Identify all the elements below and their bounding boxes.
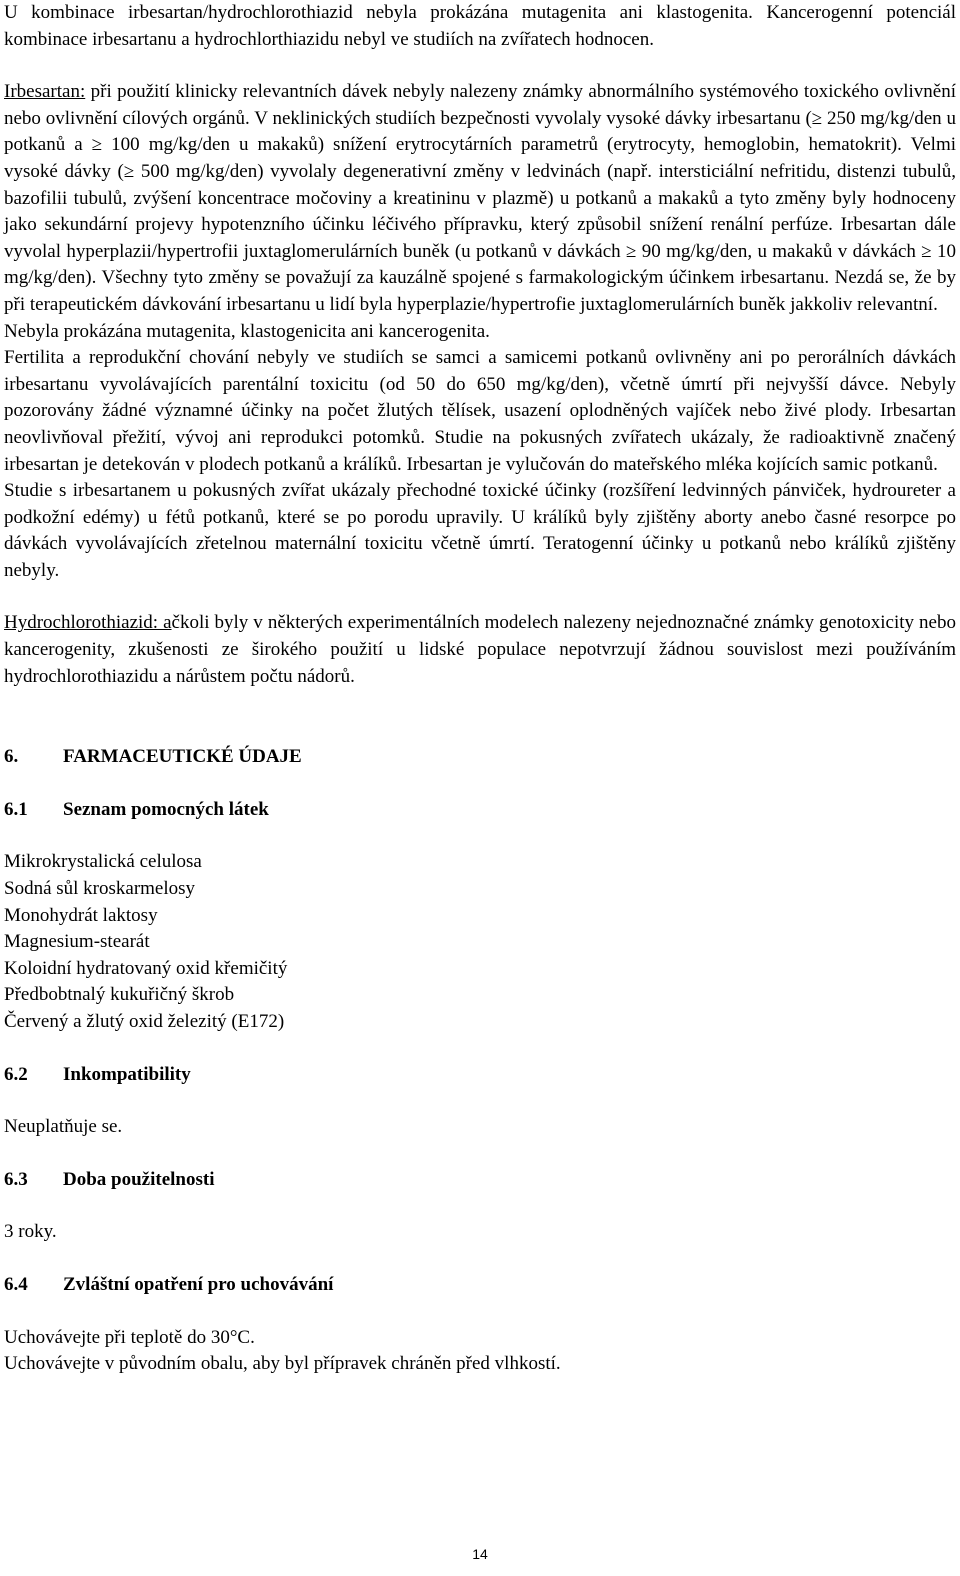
document-page <box>4 0 956 1378</box>
excipient-item: Sodná sůl kroskarmelosy <box>4 878 196 900</box>
spacer <box>4 1036 956 1062</box>
excipient-item: Červený a žlutý oxid železitý (E172) <box>4 1011 285 1032</box>
irbesartan-mutagenicity-paragraph: Nebyla prokázána mutagenita, klastogenicita ani kancerogenita. <box>4 320 490 342</box>
excipient-item: Magnesium-stearát <box>4 931 150 953</box>
section-6-1-heading <box>4 797 956 824</box>
irbesartan-paragraph <box>4 79 956 318</box>
section-number: 6.1 <box>4 798 28 820</box>
spacer <box>4 690 956 744</box>
storage-line: Uchovávejte při teplotě do 30°C. <box>4 1326 255 1348</box>
hydrochlorothiazid-label: Hydrochlorothiazid: a <box>4 612 172 634</box>
section-title: FARMACEUTICKÉ ÚDAJE <box>63 746 302 768</box>
spacer <box>4 1141 956 1167</box>
excipient-item: Mikrokrystalická celulosa <box>4 851 202 873</box>
hydrochlorothiazid-paragraph <box>4 610 956 690</box>
irbesartan-text: při použití klinicky relevantních dávek nebyly nalezeny známky abnormálního systémového toxického ovlivnění nebo ovlivnění cílových orgánů. V neklinických studiích bezpečnosti vyvolaly vysoké dávky irbesartanu (≥ 250 mg/kg/den u potkanů a ≥ 100 mg/kg/den u makaků) snížení erytrocytárních parametrů (erytrocyty, hemoglobin, hematokrit). Velmi vysoké dávky (≥ 500 mg/kg/den) vyvolaly degenerativní změny v ledvinách (např. intersticiální nefritidu, distenzi tubulů, bazofilii tubulů, zvýšení koncentrace močoviny a kreatininu v plazmě) u potkanů a makaků a tyto změny byly hodnoceny jako sekundární projevy hypotenzního účinku léčivého přípravku, který způsobil snížení renální perfúze. Irbesartan dále vyvolal hyperplazii/hypertrofii juxtaglomerulárních buněk (u potkanů v dávkách ≥ 90 mg/kg/den, u makaků v dávkách ≥ 10 mg/kg/den). Všechny tyto změny se považují za kauzálně spojené s farmakologickým účinkem irbesartanu. Nezdá se, že by při terapeutickém dávkování irbesartanu u lidí byla hyperplazie/hypertrofie juxtaglomerulárních buněk jakkoliv relevantní. <box>4 81 956 315</box>
page-number: 14 <box>472 1546 488 1562</box>
excipients-list <box>4 849 956 1035</box>
excipient-item: Předbobtnalý kukuřičný škrob <box>4 984 235 1006</box>
irbesartan-fertility-paragraph: Fertilita a reprodukční chování nebyly ve studiích se samci a samicemi potkanů ovlivněny ani po perorálních dávkách irbesartanu vyvolávajících parentální toxicitu (od 50 do 650 mg/kg/den), včetně úmrtí při nejvyšší dávce. Nebyly pozorovány žádné významné účinky na počet žlutých tělísek, usazení oplodněných vajíček nebo živé plody. Irbesartan neovlivňoval přežití, vývoj ani reprodukci potomků. Studie na pokusných zvířatech ukázaly, že radioaktivně značený irbesartan je detekován v plodech potkanů a králíků. Irbesartan je vylučován do mateřského mléka kojících samic potkanů. <box>4 347 956 475</box>
incompatibilities-text: Neuplatňuje se. <box>4 1116 123 1138</box>
spacer <box>4 1193 956 1219</box>
section-number: 6.3 <box>4 1168 28 1190</box>
spacer <box>4 1299 956 1325</box>
shelf-life-text: 3 roky. <box>4 1221 57 1243</box>
section-title: Inkompatibility <box>63 1063 191 1085</box>
spacer <box>4 584 956 610</box>
section-title: Zvláštní opatření pro uchovávání <box>63 1273 334 1295</box>
irbesartan-teratogenicity-paragraph: Studie s irbesartanem u pokusných zvířat ukázaly přechodné toxické účinky (rozšíření ledvinných pánviček, hydroureter a podkožní edémy) u fétů potkanů, které se po porodu upravily. U králíků byly zjištěny aborty anebo časné resorpce po dávkách vyvolávajících zřetelnou maternální toxicitu včetně úmrtí. Teratogenní účinky u potkanů nebo králíků zjištěny nebyly. <box>4 480 956 581</box>
section-number: 6. <box>4 746 19 768</box>
intro-paragraph: U kombinace irbesartan/hydrochlorothiazid nebyla prokázána mutagenita ani klastogenita. Kancerogenní potenciál kombinace irbesartanu a hydrochlorthiazidu nebyl ve studiích na zvířatech hodnocen. <box>4 2 956 50</box>
section-6-4-heading <box>4 1272 956 1299</box>
spacer <box>4 823 956 849</box>
storage-line: Uchovávejte v původním obalu, aby byl přípravek chráněn před vlhkostí. <box>4 1353 561 1375</box>
spacer <box>4 771 956 797</box>
section-number: 6.2 <box>4 1063 28 1085</box>
section-title: Seznam pomocných látek <box>63 798 269 820</box>
section-6-2-heading <box>4 1062 956 1089</box>
excipient-item: Koloidní hydratovaný oxid křemičitý <box>4 957 288 979</box>
spacer <box>4 53 956 79</box>
spacer <box>4 1246 956 1272</box>
irbesartan-label: Irbesartan: <box>4 81 86 103</box>
section-6-3-heading <box>4 1167 956 1194</box>
hydrochlorothiazid-text: čkoli byly v některých experimentálních modelech nalezeny nejednoznačné známky genotoxicity nebo kancerogenity, zkušenosti ze širokého použití u lidské populace nepotvrzují žádnou souvislost mezi používáním hydrochlorothiazidu a nárůstem počtu nádorů. <box>4 612 956 687</box>
section-6-heading <box>4 744 956 771</box>
spacer <box>4 1088 956 1114</box>
excipient-item: Monohydrát laktosy <box>4 904 158 926</box>
section-title: Doba použitelnosti <box>63 1168 215 1190</box>
section-number: 6.4 <box>4 1273 28 1295</box>
